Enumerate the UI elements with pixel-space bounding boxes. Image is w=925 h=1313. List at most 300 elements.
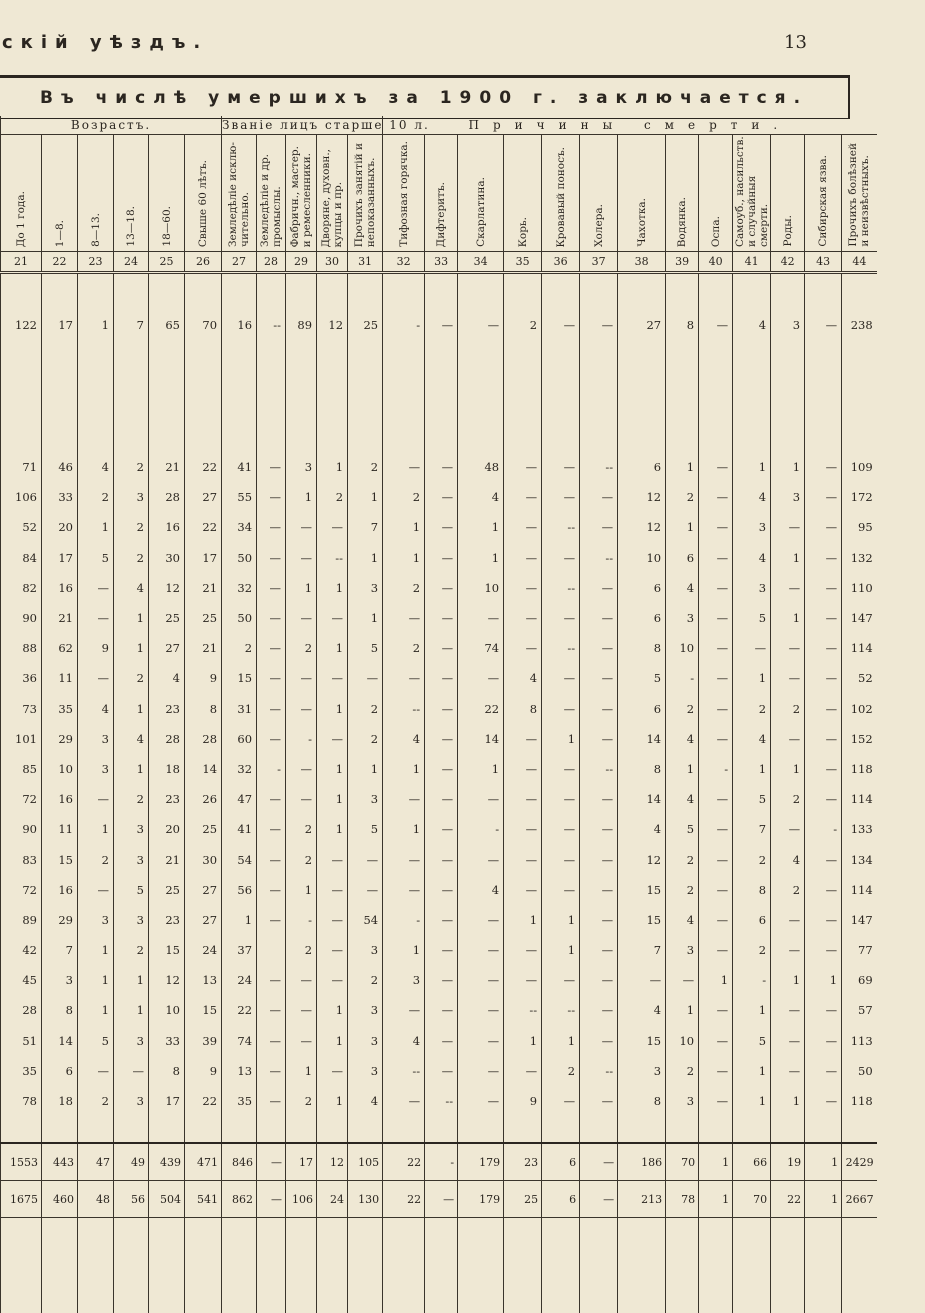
cell: — bbox=[699, 1086, 733, 1116]
cell: 8 bbox=[618, 754, 666, 784]
cell: 50 bbox=[222, 543, 257, 573]
cell: 1 bbox=[458, 754, 504, 784]
cell: 15 bbox=[42, 844, 78, 874]
cell: 5 bbox=[733, 603, 771, 633]
cell: 70 bbox=[733, 1181, 771, 1218]
cell: 74 bbox=[458, 633, 504, 663]
cell: — bbox=[771, 724, 805, 754]
cell: 1 bbox=[348, 754, 383, 784]
cell: — bbox=[425, 663, 458, 693]
spacer-row bbox=[1, 340, 877, 452]
column-header bbox=[504, 135, 542, 252]
cell: 42 bbox=[1, 935, 42, 965]
cell: 4 bbox=[149, 663, 185, 693]
column-label: До 1 года. bbox=[15, 190, 27, 247]
cell: -- bbox=[383, 694, 425, 724]
cell: — bbox=[317, 512, 348, 542]
cell: - bbox=[666, 663, 699, 693]
column-number: 26 bbox=[185, 252, 222, 273]
column-number: 31 bbox=[348, 252, 383, 273]
cell: — bbox=[699, 663, 733, 693]
cell: — bbox=[805, 663, 842, 693]
cell: 1 bbox=[317, 754, 348, 784]
cell: 1 bbox=[317, 633, 348, 663]
cell: — bbox=[580, 995, 618, 1025]
cell: 36 bbox=[1, 663, 42, 693]
cell: — bbox=[699, 1056, 733, 1086]
cell: 49 bbox=[114, 1143, 149, 1181]
cell bbox=[257, 935, 286, 965]
cell: — bbox=[425, 905, 458, 935]
cell: 2 bbox=[286, 935, 317, 965]
cell: — bbox=[458, 905, 504, 935]
cell: 4 bbox=[771, 844, 805, 874]
column-label: Прочихъ занятій и непоказанныхъ. bbox=[353, 142, 378, 247]
cell: — bbox=[257, 844, 286, 874]
cell: 1 bbox=[78, 310, 114, 340]
cell: 25 bbox=[185, 603, 222, 633]
cell: 152 bbox=[842, 724, 877, 754]
cell: — bbox=[542, 694, 580, 724]
cell: — bbox=[286, 1026, 317, 1056]
column-number: 43 bbox=[805, 252, 842, 273]
cell: 1 bbox=[78, 512, 114, 542]
table-row bbox=[1, 754, 877, 784]
cell: -- bbox=[542, 573, 580, 603]
cell: 8 bbox=[42, 995, 78, 1025]
cell: 1 bbox=[114, 694, 149, 724]
cell: — bbox=[257, 452, 286, 482]
cell: 2 bbox=[222, 633, 257, 663]
cell: — bbox=[771, 905, 805, 935]
cell: 15 bbox=[618, 1026, 666, 1056]
table-row bbox=[1, 694, 877, 724]
cell: 3 bbox=[348, 935, 383, 965]
cell: 6 bbox=[542, 1143, 580, 1181]
cell: 1 bbox=[542, 905, 580, 935]
cell: 1675 bbox=[1, 1181, 42, 1218]
cell: 106 bbox=[1, 482, 42, 512]
cell: 78 bbox=[666, 1181, 699, 1218]
cell: 4 bbox=[733, 724, 771, 754]
cell: - bbox=[286, 905, 317, 935]
cell: — bbox=[257, 724, 286, 754]
cell: 105 bbox=[348, 1143, 383, 1181]
cell: 2 bbox=[383, 482, 425, 512]
cell: — bbox=[771, 573, 805, 603]
cell: 89 bbox=[1, 905, 42, 935]
cell: — bbox=[317, 663, 348, 693]
cell: 30 bbox=[185, 844, 222, 874]
table-row bbox=[1, 573, 877, 603]
cell: 5 bbox=[114, 875, 149, 905]
cell: 2 bbox=[78, 844, 114, 874]
cell: 25 bbox=[348, 310, 383, 340]
cell: 22 bbox=[185, 512, 222, 542]
cell: -- bbox=[257, 310, 286, 340]
cell: — bbox=[257, 663, 286, 693]
cell: 118 bbox=[842, 754, 877, 784]
cell: — bbox=[580, 724, 618, 754]
cell: 1 bbox=[542, 724, 580, 754]
table-row bbox=[1, 1086, 877, 1116]
cell: 39 bbox=[185, 1026, 222, 1056]
cell: 8 bbox=[504, 694, 542, 724]
cell: 82 bbox=[1, 573, 42, 603]
cell: 22 bbox=[458, 694, 504, 724]
column-number: 41 bbox=[733, 252, 771, 273]
cell: 1 bbox=[317, 995, 348, 1025]
cell: — bbox=[286, 543, 317, 573]
cell: 2 bbox=[771, 694, 805, 724]
cell: 1 bbox=[383, 935, 425, 965]
table-row bbox=[1, 995, 877, 1025]
cell: — bbox=[733, 633, 771, 663]
table-row bbox=[1, 905, 877, 935]
cell: — bbox=[805, 905, 842, 935]
cell: 16 bbox=[222, 310, 257, 340]
cell: — bbox=[425, 814, 458, 844]
cell: 15 bbox=[149, 935, 185, 965]
cell: 5 bbox=[78, 543, 114, 573]
cell: — bbox=[257, 784, 286, 814]
cell: — bbox=[348, 844, 383, 874]
cell: — bbox=[580, 310, 618, 340]
cell: 460 bbox=[42, 1181, 78, 1218]
cell: — bbox=[771, 995, 805, 1025]
cell: 28 bbox=[149, 482, 185, 512]
group-rank: Званіе лицъ старше 10 л. bbox=[222, 116, 383, 135]
cell: 7 bbox=[42, 935, 78, 965]
cell: 2 bbox=[666, 875, 699, 905]
cell: 17 bbox=[286, 1143, 317, 1181]
cell: 3 bbox=[42, 965, 78, 995]
column-header bbox=[425, 135, 458, 252]
cell: 3 bbox=[348, 1056, 383, 1086]
cell: 55 bbox=[222, 482, 257, 512]
spacer-row bbox=[1, 1116, 877, 1143]
cell: 72 bbox=[1, 784, 42, 814]
cell: 1 bbox=[286, 482, 317, 512]
cell: 14 bbox=[42, 1026, 78, 1056]
cell: — bbox=[257, 573, 286, 603]
cell: 846 bbox=[222, 1143, 257, 1181]
cell: 88 bbox=[1, 633, 42, 663]
column-label: 18—60. bbox=[160, 206, 173, 247]
cell: 2 bbox=[348, 965, 383, 995]
cell: 3 bbox=[618, 1056, 666, 1086]
cell: — bbox=[504, 784, 542, 814]
cell: 7 bbox=[114, 310, 149, 340]
cell: -- bbox=[317, 543, 348, 573]
cell: - bbox=[733, 965, 771, 995]
cell: — bbox=[805, 995, 842, 1025]
cell: — bbox=[504, 875, 542, 905]
cell: 21 bbox=[42, 603, 78, 633]
cell: - bbox=[257, 754, 286, 784]
cell: 22 bbox=[185, 1086, 222, 1116]
cell: 1 bbox=[317, 814, 348, 844]
cell: - bbox=[458, 814, 504, 844]
cell: 9 bbox=[185, 1056, 222, 1086]
cell: — bbox=[504, 482, 542, 512]
cell: 12 bbox=[618, 512, 666, 542]
cell: 45 bbox=[1, 965, 42, 995]
cell: 1 bbox=[348, 482, 383, 512]
cell: 4 bbox=[733, 482, 771, 512]
cell: 29 bbox=[42, 905, 78, 935]
cell: 6 bbox=[618, 603, 666, 633]
cell: 1 bbox=[348, 543, 383, 573]
cell: — bbox=[580, 875, 618, 905]
cell: — bbox=[348, 663, 383, 693]
cell: — bbox=[78, 1056, 114, 1086]
cell: 2 bbox=[286, 633, 317, 663]
cell: — bbox=[257, 875, 286, 905]
cell: — bbox=[257, 965, 286, 995]
column-number: 29 bbox=[286, 252, 317, 273]
cell: 54 bbox=[348, 905, 383, 935]
cell: 10 bbox=[458, 573, 504, 603]
cell: — bbox=[805, 875, 842, 905]
cell: — bbox=[542, 814, 580, 844]
cell: 16 bbox=[42, 573, 78, 603]
cell: 50 bbox=[222, 603, 257, 633]
cell: 133 bbox=[842, 814, 877, 844]
cell: — bbox=[78, 784, 114, 814]
cell: 4 bbox=[348, 1086, 383, 1116]
cell: — bbox=[771, 663, 805, 693]
cell: — bbox=[458, 935, 504, 965]
column-header bbox=[542, 135, 580, 252]
cell: 72 bbox=[1, 875, 42, 905]
cell: 21 bbox=[185, 633, 222, 663]
cell: 109 bbox=[842, 452, 877, 482]
cell: 1 bbox=[733, 452, 771, 482]
cell: — bbox=[257, 512, 286, 542]
column-number-row bbox=[1, 252, 877, 273]
cell: 541 bbox=[185, 1181, 222, 1218]
table-row bbox=[1, 633, 877, 663]
cell: — bbox=[257, 633, 286, 663]
cell: 2 bbox=[771, 875, 805, 905]
cell: — bbox=[425, 784, 458, 814]
cell: — bbox=[458, 784, 504, 814]
cell: 6 bbox=[542, 1181, 580, 1218]
table-row bbox=[1, 310, 877, 340]
cell: — bbox=[458, 1056, 504, 1086]
cell: 1 bbox=[504, 1026, 542, 1056]
column-header bbox=[317, 135, 348, 252]
cell: 23 bbox=[149, 784, 185, 814]
cell: 4 bbox=[458, 482, 504, 512]
cell: 862 bbox=[222, 1181, 257, 1218]
cell: — bbox=[699, 573, 733, 603]
cell: 1 bbox=[383, 754, 425, 784]
cell: - bbox=[383, 905, 425, 935]
cell: — bbox=[504, 724, 542, 754]
cell: — bbox=[805, 603, 842, 633]
table-row bbox=[1, 724, 877, 754]
cell: 2 bbox=[78, 482, 114, 512]
cell: 16 bbox=[42, 784, 78, 814]
cell: — bbox=[805, 543, 842, 573]
cell: -- bbox=[425, 1086, 458, 1116]
cell: 1 bbox=[666, 754, 699, 784]
cell: 46 bbox=[42, 452, 78, 482]
cell: 15 bbox=[618, 875, 666, 905]
cell: 2429 bbox=[842, 1143, 877, 1181]
cell: — bbox=[542, 603, 580, 633]
cell: — bbox=[805, 844, 842, 874]
cell: — bbox=[699, 905, 733, 935]
cell: 19 bbox=[771, 1143, 805, 1181]
cell: — bbox=[257, 543, 286, 573]
cell: — bbox=[425, 844, 458, 874]
cell: 1 bbox=[383, 543, 425, 573]
cell: 52 bbox=[842, 663, 877, 693]
cell: — bbox=[286, 784, 317, 814]
cell: — bbox=[618, 965, 666, 995]
cell: 24 bbox=[185, 935, 222, 965]
cell: — bbox=[580, 935, 618, 965]
cell: 23 bbox=[149, 905, 185, 935]
cell: 1 bbox=[383, 814, 425, 844]
table-row bbox=[1, 512, 877, 542]
cell: — bbox=[580, 573, 618, 603]
cell: — bbox=[805, 724, 842, 754]
cell: — bbox=[699, 310, 733, 340]
column-header bbox=[185, 135, 222, 252]
cell: 28 bbox=[1, 995, 42, 1025]
column-header bbox=[842, 135, 877, 252]
cell: 3 bbox=[114, 1086, 149, 1116]
cell: — bbox=[286, 995, 317, 1025]
cell: 5 bbox=[348, 633, 383, 663]
cell: 1 bbox=[78, 995, 114, 1025]
cell: — bbox=[542, 310, 580, 340]
cell: 10 bbox=[666, 1026, 699, 1056]
cell: 1 bbox=[317, 573, 348, 603]
page-number: 13 bbox=[784, 32, 807, 53]
cell: 504 bbox=[149, 1181, 185, 1218]
cell: 3 bbox=[114, 905, 149, 935]
cell: — bbox=[504, 1056, 542, 1086]
cell: 4 bbox=[383, 1026, 425, 1056]
cell: — bbox=[257, 482, 286, 512]
cell: — bbox=[317, 844, 348, 874]
column-number: 22 bbox=[42, 252, 78, 273]
column-header bbox=[222, 135, 257, 252]
cell: 118 bbox=[842, 1086, 877, 1116]
cell: 6 bbox=[733, 905, 771, 935]
cell: 16 bbox=[42, 875, 78, 905]
column-label: Дворяне, духовн., купцы и пр. bbox=[320, 148, 345, 247]
cell: — bbox=[425, 512, 458, 542]
cell: 6 bbox=[618, 452, 666, 482]
cell: 132 bbox=[842, 543, 877, 573]
cell: — bbox=[425, 452, 458, 482]
column-number: 33 bbox=[425, 252, 458, 273]
cell: 70 bbox=[666, 1143, 699, 1181]
cell: — bbox=[458, 965, 504, 995]
cell: 1 bbox=[733, 1086, 771, 1116]
column-number: 28 bbox=[257, 252, 286, 273]
group-causes: Причины смерти. bbox=[383, 116, 877, 135]
cell: — bbox=[458, 1086, 504, 1116]
cell: -- bbox=[542, 512, 580, 542]
cell: 1 bbox=[666, 452, 699, 482]
cell: 5 bbox=[618, 663, 666, 693]
cell: 12 bbox=[618, 482, 666, 512]
cell: 15 bbox=[222, 663, 257, 693]
cell: 8 bbox=[733, 875, 771, 905]
cell: 4 bbox=[383, 724, 425, 754]
cell: — bbox=[286, 754, 317, 784]
cell: 1 bbox=[114, 633, 149, 663]
column-label: Самоуб., насильств. и случайныя смерти. bbox=[733, 136, 770, 247]
cell: — bbox=[580, 512, 618, 542]
cell: 1 bbox=[317, 694, 348, 724]
column-number: 25 bbox=[149, 252, 185, 273]
cell: 2 bbox=[348, 452, 383, 482]
cell: — bbox=[383, 844, 425, 874]
column-header bbox=[805, 135, 842, 252]
cell: - bbox=[286, 724, 317, 754]
cell: 12 bbox=[618, 844, 666, 874]
cell: 18 bbox=[149, 754, 185, 784]
cell: 17 bbox=[42, 310, 78, 340]
cell: — bbox=[458, 995, 504, 1025]
cell: — bbox=[317, 935, 348, 965]
cell: 27 bbox=[149, 633, 185, 663]
column-number: 35 bbox=[504, 252, 542, 273]
cell: — bbox=[699, 935, 733, 965]
cell: — bbox=[458, 844, 504, 874]
cell: 1553 bbox=[1, 1143, 42, 1181]
column-number: 39 bbox=[666, 252, 699, 273]
cell: - bbox=[425, 1143, 458, 1181]
cell: -- bbox=[580, 754, 618, 784]
cell: 50 bbox=[842, 1056, 877, 1086]
cell: 12 bbox=[149, 965, 185, 995]
cell: 1 bbox=[458, 543, 504, 573]
column-label: Холера. bbox=[592, 204, 605, 247]
cell: 14 bbox=[185, 754, 222, 784]
cell: 3 bbox=[666, 935, 699, 965]
column-header bbox=[42, 135, 78, 252]
cell: 28 bbox=[149, 724, 185, 754]
cell: 3 bbox=[733, 573, 771, 603]
group-header-row bbox=[1, 116, 877, 135]
cell: 213 bbox=[618, 1181, 666, 1218]
cell: 90 bbox=[1, 603, 42, 633]
cell: -- bbox=[580, 452, 618, 482]
cell: 51 bbox=[1, 1026, 42, 1056]
cell: 2 bbox=[733, 935, 771, 965]
cell: 2 bbox=[317, 482, 348, 512]
cell: 2 bbox=[114, 784, 149, 814]
cell: 130 bbox=[348, 1181, 383, 1218]
column-number: 44 bbox=[842, 252, 877, 273]
cell: 5 bbox=[733, 1026, 771, 1056]
cell: — bbox=[699, 724, 733, 754]
column-label: Роды. bbox=[781, 215, 794, 247]
cell: — bbox=[78, 603, 114, 633]
cell: 1 bbox=[805, 1143, 842, 1181]
cell: 3 bbox=[348, 995, 383, 1025]
cell: 12 bbox=[149, 573, 185, 603]
